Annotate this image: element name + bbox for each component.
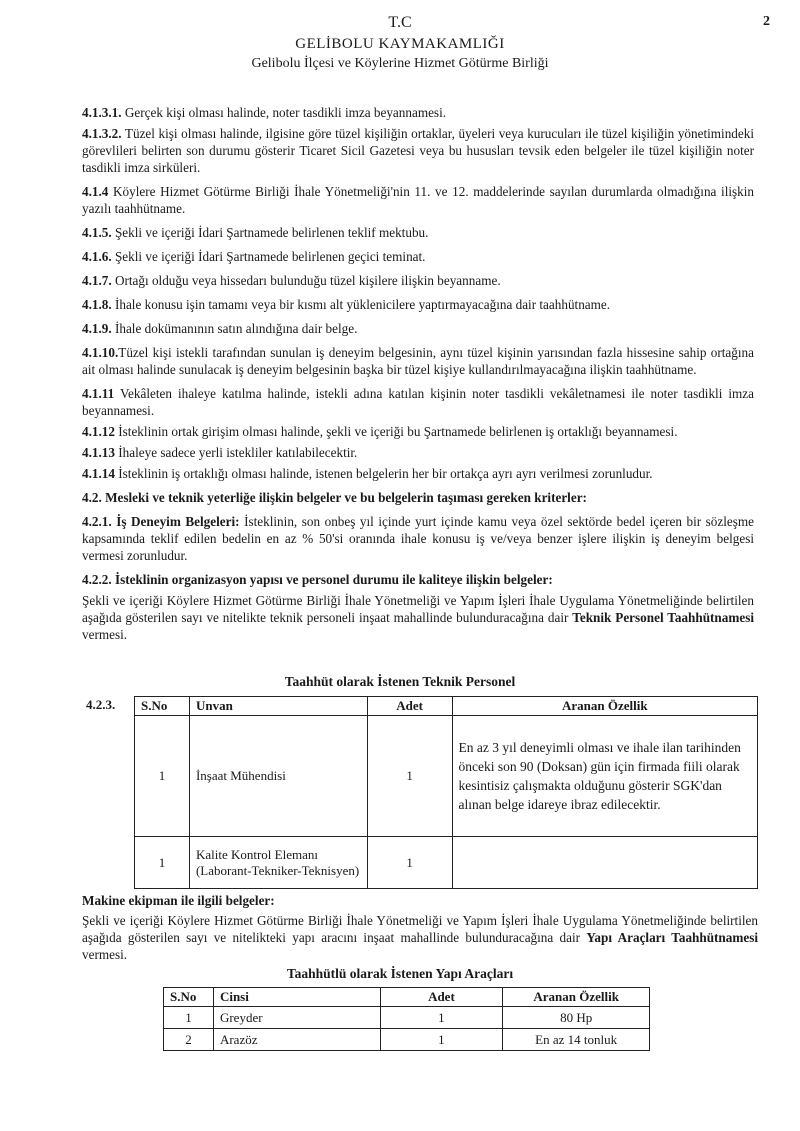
- table-cell: Arazöz: [213, 1029, 380, 1051]
- item-4-1-8: 4.1.8. İhale konusu işin tamamı veya bir kısmı alt yüklenicilere yaptırmayacağına dair taahhütname.: [82, 297, 611, 312]
- table-cell: En az 14 tonluk: [503, 1029, 650, 1051]
- table-cell: Kalite Kontrol Elemanı (Laborant-Tekniker-Teknisyen): [189, 837, 367, 889]
- table-row: [135, 716, 758, 837]
- table-header-row: [135, 697, 758, 716]
- column-header-count: Adet: [380, 988, 503, 1007]
- table-cell: 2: [164, 1029, 214, 1051]
- page-number: 2: [763, 14, 770, 29]
- table-cell: Greyder: [213, 1007, 380, 1029]
- table-cell: 1: [135, 716, 190, 837]
- table-cell: En az 3 yıl deneyimli olması ve ihale ilan tarihinden önceki son 90 (Doksan) gün için firmada fiili olarak kesintisiz çalışmakta olduğunu gösterir SGK'dan alınan belge idareye ibraz edilecektir.: [452, 716, 757, 837]
- table-cell: 1: [367, 716, 452, 837]
- column-header-sno: S.No: [135, 697, 190, 716]
- item-4-1-12: 4.1.12 İsteklinin ortak girişim olması halinde, şekli ve içeriği bu Şartnamede belirlenen iş ortaklığı beyannamesi.: [82, 424, 678, 439]
- section-4-2-1: 4.2.1. İş Deneyim Belgeleri: İsteklinin, son onbeş yıl içinde yurt içinde kamu veya özel sektörde bedel içeren bir sözleşme kapsamında teklif edilen bedelin en az % 50'si oranında ihale konusu iş ve/veya benzer işlere ilişkin iş deneyim belgesi vermesi zorunludur.: [82, 514, 754, 563]
- item-4-1-13: 4.1.13 İhaleye sadece yerli istekliler katılabilecektir.: [82, 445, 358, 460]
- header-tc: T.C: [388, 14, 412, 31]
- table-cell: 1: [135, 837, 190, 889]
- table-cell: İnşaat Mühendisi: [189, 716, 367, 837]
- item-4-1-10: 4.1.10.Tüzel kişi istekli tarafından sunulan iş deneyim belgesinin, aynı tüzel kişinin yarısından fazla hissesine sahip ortağına ait olması halinde sunulacak iş deneyim belgesinin başka bir tüzel kişiye kullandırılmayacağına ilişkin taahhütname.: [82, 345, 754, 377]
- section-4-2-heading: 4.2. Mesleki ve teknik yeterliğe ilişkin belgeler ve bu belgelerin taşıması gereken kriterler:: [82, 490, 587, 505]
- construction-vehicles-table: [163, 987, 650, 1051]
- machinery-heading: Makine ekipman ile ilgili belgeler:: [82, 893, 275, 908]
- requirements-list: [82, 104, 754, 647]
- table-row: [135, 837, 758, 889]
- table-cell: 1: [164, 1007, 214, 1029]
- item-4-1-14: 4.1.14 İsteklinin iş ortaklığı olması halinde, istenen belgelerin her bir ortakça ayrı ayrı verilmesi zorunludur.: [82, 466, 653, 481]
- table-cell: [452, 837, 757, 889]
- construction-vehicles-table-title: Taahhütlü olarak İstenen Yapı Araçları: [286, 966, 514, 981]
- table-header-row: [164, 988, 650, 1007]
- item-4-1-5: 4.1.5. Şekli ve içeriği İdari Şartnamede belirlenen teklif mektubu.: [82, 225, 429, 240]
- column-header-type: Cinsi: [213, 988, 380, 1007]
- table-row: [164, 1007, 650, 1029]
- table-cell: 1: [380, 1029, 503, 1051]
- item-4-1-3-2: 4.1.3.2. Tüzel kişi olması halinde, ilgisine göre tüzel kişiliğin ortaklar, üyeleri veya kurucuları ile tüzel kişiliğin yönetimindeki görevlileri belirten son durumu gösterir Ticaret Sicil Gazetesi veya bu hususları tevsik eden belgeler ile tüzel kişiliğin noter tasdikli imza sirküleri.: [82, 126, 754, 175]
- item-4-1-3-1: 4.1.3.1. Gerçek kişi olması halinde, noter tasdikli imza beyannamesi.: [82, 105, 447, 120]
- item-4-1-6: 4.1.6. Şekli ve içeriği İdari Şartnamede belirlenen geçici teminat.: [82, 249, 426, 264]
- column-header-title: Unvan: [189, 697, 367, 716]
- column-header-count: Adet: [367, 697, 452, 716]
- technical-personnel-table-title: Taahhüt olarak İstenen Teknik Personel: [284, 674, 516, 689]
- section-4-2-3-label: 4.2.3.: [86, 697, 116, 712]
- column-header-sno: S.No: [164, 988, 214, 1007]
- item-4-1-7: 4.1.7. Ortağı olduğu veya hissedarı bulunduğu tüzel kişilere ilişkin beyanname.: [82, 273, 501, 288]
- header-district-governorship: GELİBOLU KAYMAKAMLIĞI: [295, 36, 505, 52]
- table-row: [164, 1029, 650, 1051]
- table-cell: 80 Hp: [503, 1007, 650, 1029]
- technical-personnel-table: [134, 696, 758, 889]
- column-header-required-qualification: Aranan Özellik: [452, 697, 757, 716]
- machinery-text: Şekli ve içeriği Köylere Hizmet Götürme Birliği İhale Yönetmeliği ve Yapım İşleri İhale Uygulama Yönetmeliğinde belirtilen aşağıda gösterilen sayı ve nitelikteki yapı aracını inşaat mahallinde bulunduracağına dair Yapı Araçları Taahhütnamesi vermesi.: [82, 913, 758, 962]
- table-cell: 1: [380, 1007, 503, 1029]
- item-4-1-11: 4.1.11 Vekâleten ihaleye katılma halinde, istekli adına katılan kişinin noter tasdikli vekâletnamesi ile noter tasdikli imza beyannamesi.: [82, 386, 754, 418]
- item-4-1-4: 4.1.4 Köylere Hizmet Götürme Birliği İhale Yönetmeliği'nin 11. ve 12. maddelerinde sayılan durumlarda olmadığına ilişkin yazılı taahhütname.: [82, 184, 754, 216]
- column-header-required-qualification: Aranan Özellik: [503, 988, 650, 1007]
- table-cell: 1: [367, 837, 452, 889]
- header-union-name: Gelibolu İlçesi ve Köylerine Hizmet Götürme Birliği: [251, 56, 549, 71]
- section-4-2-2-text: Şekli ve içeriği Köylere Hizmet Götürme Birliği İhale Yönetmeliği ve Yapım İşleri İhale Uygulama Yönetmeliğinde belirtilen aşağıda gösterilen sayı ve nitelikte teknik personeli inşaat mahallinde bulunduracağına dair Teknik Personel Taahhütnamesi vermesi.: [82, 593, 754, 642]
- item-4-1-9: 4.1.9. İhale dokümanının satın alındığına dair belge.: [82, 321, 358, 336]
- section-4-2-2-heading: 4.2.2. İsteklinin organizasyon yapısı ve personel durumu ile kaliteye ilişkin belgeler:: [82, 572, 553, 587]
